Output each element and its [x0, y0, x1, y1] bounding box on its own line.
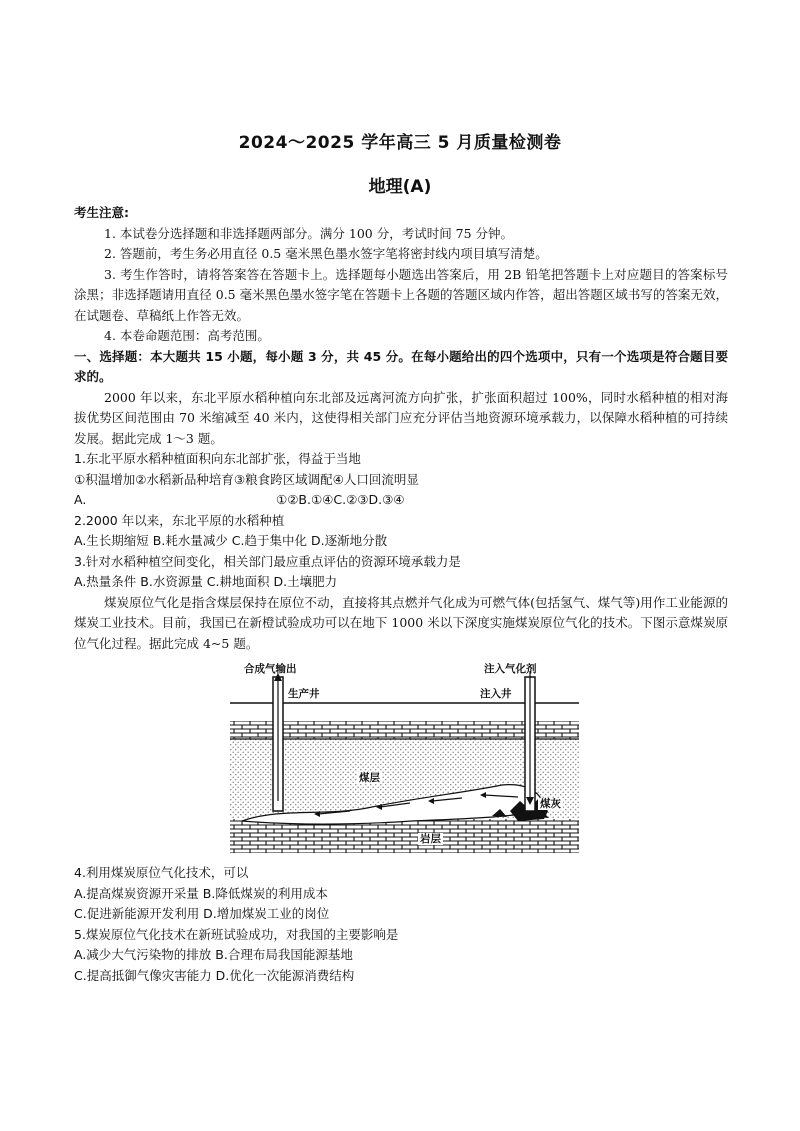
- question-1-option-text: ①②B.①④C.②③D.③④: [276, 492, 405, 507]
- question-5-options: A.减少大气污染物的排放 B.合理布局我国能源基地: [74, 947, 353, 962]
- question-3-stem: 3.针对水稻种植空间变化，相关部门最应重点评估的资源环境承载力是: [74, 553, 461, 569]
- label-syngas-output: 合成气输出: [244, 663, 297, 675]
- notice-heading: 考生注意:: [74, 205, 129, 220]
- page-title: 2024～2025 学年高三 5 月质量检测卷: [238, 133, 562, 153]
- question-5-options: C.提高抵御气像灾害能力 D.优化一次能源消费结构: [74, 967, 355, 983]
- question-4-stem: 4.利用煤炭原位气化技术，可以: [74, 865, 249, 880]
- page-subtitle: 地理(A): [368, 177, 432, 197]
- question-1-option-label: A.: [74, 492, 87, 507]
- label-injection-well: 注入井: [480, 688, 512, 700]
- rock-layer-lower: [230, 819, 579, 853]
- question-4-options: C.促进新能源开发利用 D.增加煤炭工业的岗位: [74, 906, 330, 921]
- notice-item: 2. 答题前，考生务必用直径 0.5 毫米黑色墨水签字笔将密封线内项目填写清楚。: [104, 246, 548, 261]
- exam-content: [74, 203, 728, 986]
- diagram-drawing: [222, 661, 587, 855]
- label-gasifying-agent: 注入气化剂: [484, 663, 537, 675]
- label-production-well: 生产井: [288, 688, 320, 700]
- notice-item: 1. 本试卷分选择题和非选择题两部分。满分 100 分，考试时间 75 分钟。: [104, 225, 514, 241]
- question-4-options: A.提高煤炭资源开采量 B.降低煤炭的利用成本: [74, 885, 328, 901]
- passage-2: 煤炭原位气化是指含煤层保持在原位不动，直接将其点燃并气化成为可燃气体(包括氢气、煤气等)用作工业能源的煤炭工业技术。目前，我国已在新橙试验成功可以在地下 1000 米以下深度实施煤炭原位气化的技术。下图示意煤炭原位气化过程。据此完成 4~5 题。: [74, 594, 728, 651]
- notice-item: 4. 本卷命题范围：高考范围。: [104, 328, 270, 343]
- label-rock-layer: 岩层: [420, 833, 441, 845]
- section-heading: 一、选择题：本大题共 15 小题，每小题 3 分，共 45 分。在每小题给出的四个选项中，只有一个选项是符合题目要求的。: [74, 348, 728, 384]
- passage-1: 2000 年以来，东北平原水稻种植向东北部及远离河流方向扩张，扩张面积超过 100%，同时水稻种植的相对海拔优势区间范围由 70 米缩减至 40 米内，这使得相关部门应充分评估当地资源环境承载力，以保障水稻种植的可持续发展。据此完成 1～3 题。: [74, 389, 728, 446]
- coal-gasification-diagram: [222, 661, 587, 855]
- question-2-options: A.生长期缩短 B.耗水量减少 C.趋于集中化 D.逐渐地分散: [74, 533, 388, 548]
- question-5-stem: 5.煤炭原位气化技术在新班试验成功，对我国的主要影响是: [74, 926, 399, 942]
- question-3-options: A.热量条件 B.水资源量 C.耕地面积 D.土壤肥力: [74, 574, 338, 589]
- question-1-options: [74, 490, 728, 511]
- question-2-stem: 2.2000 年以来，东北平原的水稻种植: [74, 512, 285, 528]
- question-1-items: ①积温增加②水稻新品种培育③粮食跨区域调配④人口回流明显: [74, 471, 419, 487]
- question-1-stem: 1.东北平原水稻种植面积向东北部扩张，得益于当地: [74, 451, 361, 466]
- label-coal-seam: 煤层: [359, 772, 380, 784]
- notice-item: 3. 考生作答时，请将答案答在答题卡上。选择题每小题选出答案后，用 2B 铅笔把答题卡上对应题目的答案标号涂黑；非选择题请用直径 0.5 毫米黑色墨水签字笔在答题卡上各题的答题区域内作答，超出答题区域书写的答案无效，在试题卷、草稿纸上作答无效。: [74, 266, 728, 323]
- label-coal-ash: 煤灰: [540, 798, 561, 810]
